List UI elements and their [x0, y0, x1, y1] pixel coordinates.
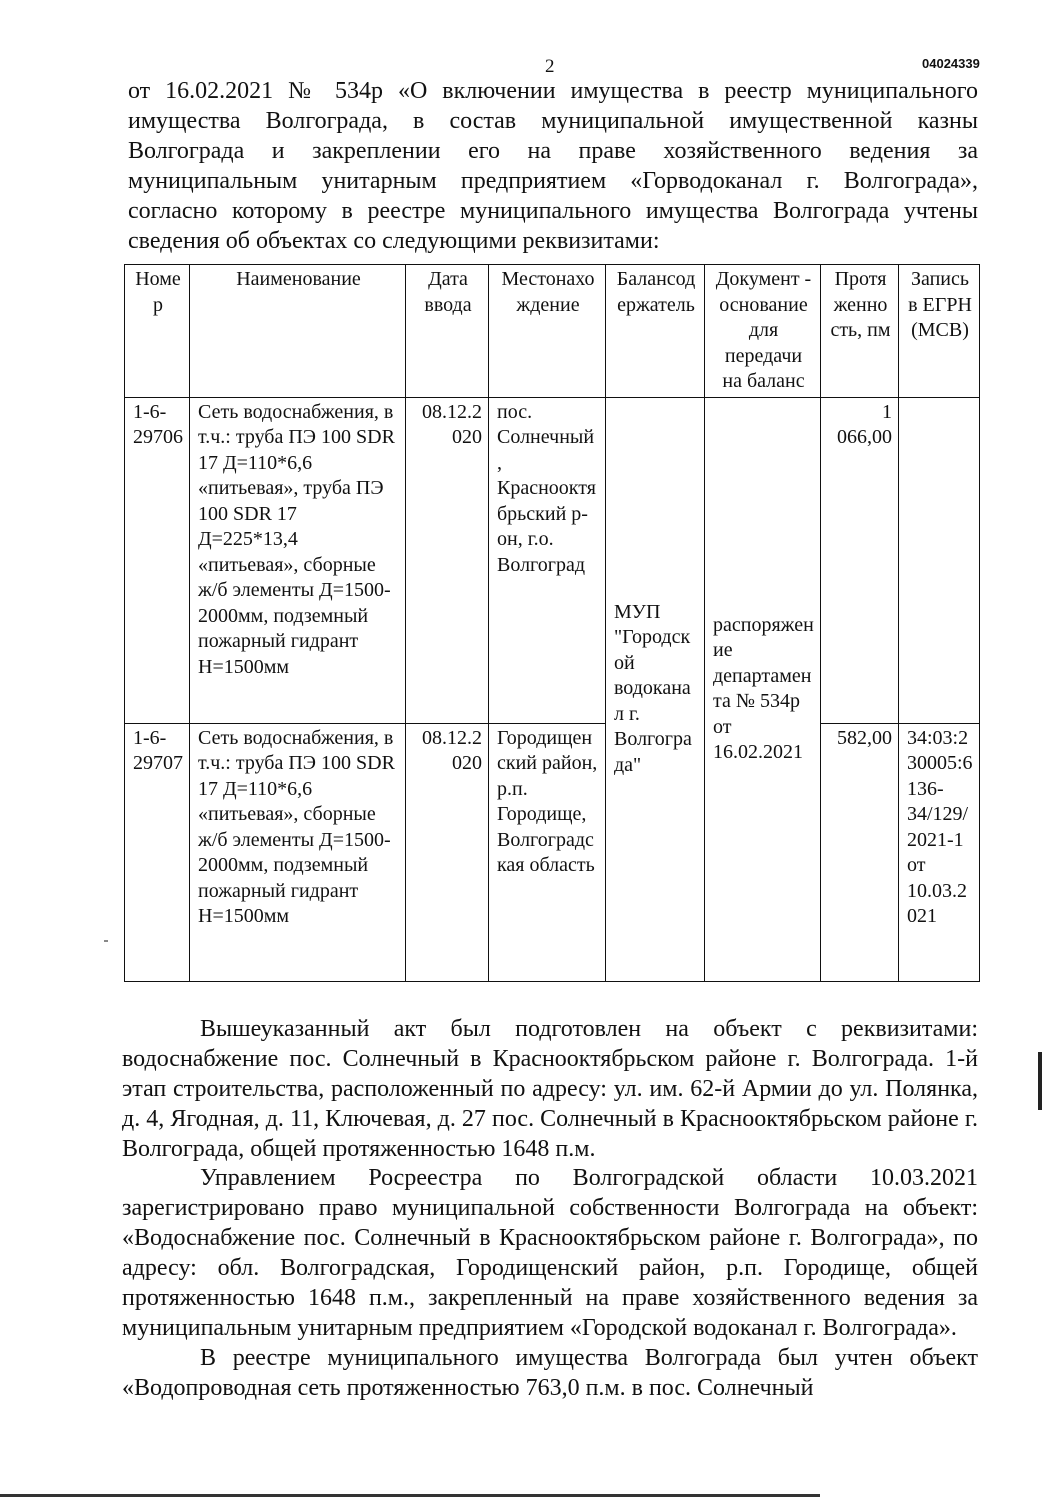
cell-number: 1-6-29706	[125, 397, 190, 723]
header-length: Протяженность, пм	[821, 265, 899, 398]
header-egrn: Запись в ЕГРН (МСВ)	[899, 265, 980, 398]
cell-location: Городищенский район, р.п. Городище, Волгоградская область	[489, 723, 606, 981]
header-document: Документ - основание для передачи на баланс	[705, 265, 821, 398]
header-location: Местонахождение	[489, 265, 606, 398]
paragraph-register-object: В реестре муниципального имущества Волгограда был учтен объект «Водопроводная сеть протяженностью 763,0 п.м. в пос. Солнечный	[122, 1345, 978, 1401]
intro-paragraph: от 16.02.2021 № 534р «О включении имущества в реестр муниципального имущества Волгограда, в состав муниципальной имущественной казны Волгограда и закреплении его на праве хозяйственного ведения за муниципальным унитарным предприятием «Горводоканал г. Волгограда», согласно которому в реестре муниципального имущества Волгограда учтены сведения об объектах со следующими реквизитами:	[128, 78, 978, 254]
cell-holder: МУП "Городской водоканал г. Волгограда"	[606, 397, 705, 981]
document-code: 04024339	[922, 56, 980, 71]
property-register-table	[124, 264, 980, 982]
header-holder: Балансодержатель	[606, 265, 705, 398]
header-number: Номер	[125, 265, 190, 398]
scan-margin-mark	[1038, 1052, 1042, 1110]
header-date: Дата ввода	[406, 265, 489, 398]
page-number: 2	[545, 56, 555, 77]
cell-date: 08.12.2020	[406, 723, 489, 981]
cell-date: 08.12.2020	[406, 397, 489, 723]
cell-location: пос. Солнечный, Краснооктябрьский р-он, г.о. Волгоград	[489, 397, 606, 723]
cell-egrn: 34:03:230005:6136-34/129/2021-1 от 10.03.2021	[899, 723, 980, 981]
header-name: Наименование	[190, 265, 406, 398]
scan-bottom-edge	[0, 1494, 820, 1497]
scan-speck	[104, 940, 108, 942]
paragraph-act-object: Вышеуказанный акт был подготовлен на объект с реквизитами: водоснабжение пос. Солнечный в Краснооктябрьском районе г. Волгограда. 1-й этап строительства, расположенный по адресу: ул. им. 62-й Армии до ул. Полянка, д. 4, Ягодная, д. 11, Ключевая, д. 27 пос. Солнечный в Краснооктябрьском районе г. Волгограда, общей протяженностью 1648 п.м.	[122, 1016, 978, 1162]
cell-name: Сеть водоснабжения, в т.ч.: труба ПЭ 100 SDR 17 Д=110*6,6 «питьевая», труба ПЭ 100 SDR 17 Д=225*13,4 «питьевая», сборные ж/б элементы Д=1500-2000мм, подземный пожарный гидрант Н=1500мм	[190, 397, 406, 723]
paragraph-rosreestr-registration: Управлением Росреестра по Волгоградской области 10.03.2021 зарегистрировано право муниципальной собственности Волгограда на объект: «Водоснабжение пос. Солнечный в Краснооктябрьском районе г. Волгограда», по адресу: обл. Волгоградская, Городищенский район, р.п. Городище, общей протяженностью 1648 п.м., закрепленный на праве хозяйственного ведения за муниципальным унитарным предприятием «Городской водоканал г. Волгограда».	[122, 1165, 978, 1341]
cell-length: 1 066,00	[821, 397, 899, 723]
cell-name: Сеть водоснабжения, в т.ч.: труба ПЭ 100 SDR 17 Д=110*6,6 «питьевая», сборные ж/б элементы Д=1500-2000мм, подземный пожарный гидрант Н=1500мм	[190, 723, 406, 981]
cell-egrn	[899, 397, 980, 723]
table-row	[125, 723, 980, 981]
cell-number: 1-6-29707	[125, 723, 190, 981]
table-row	[125, 397, 980, 723]
cell-document: распоряжение департамента № 534р от 16.02.2021	[705, 397, 821, 981]
table-header-row	[125, 265, 980, 398]
cell-length: 582,00	[821, 723, 899, 981]
